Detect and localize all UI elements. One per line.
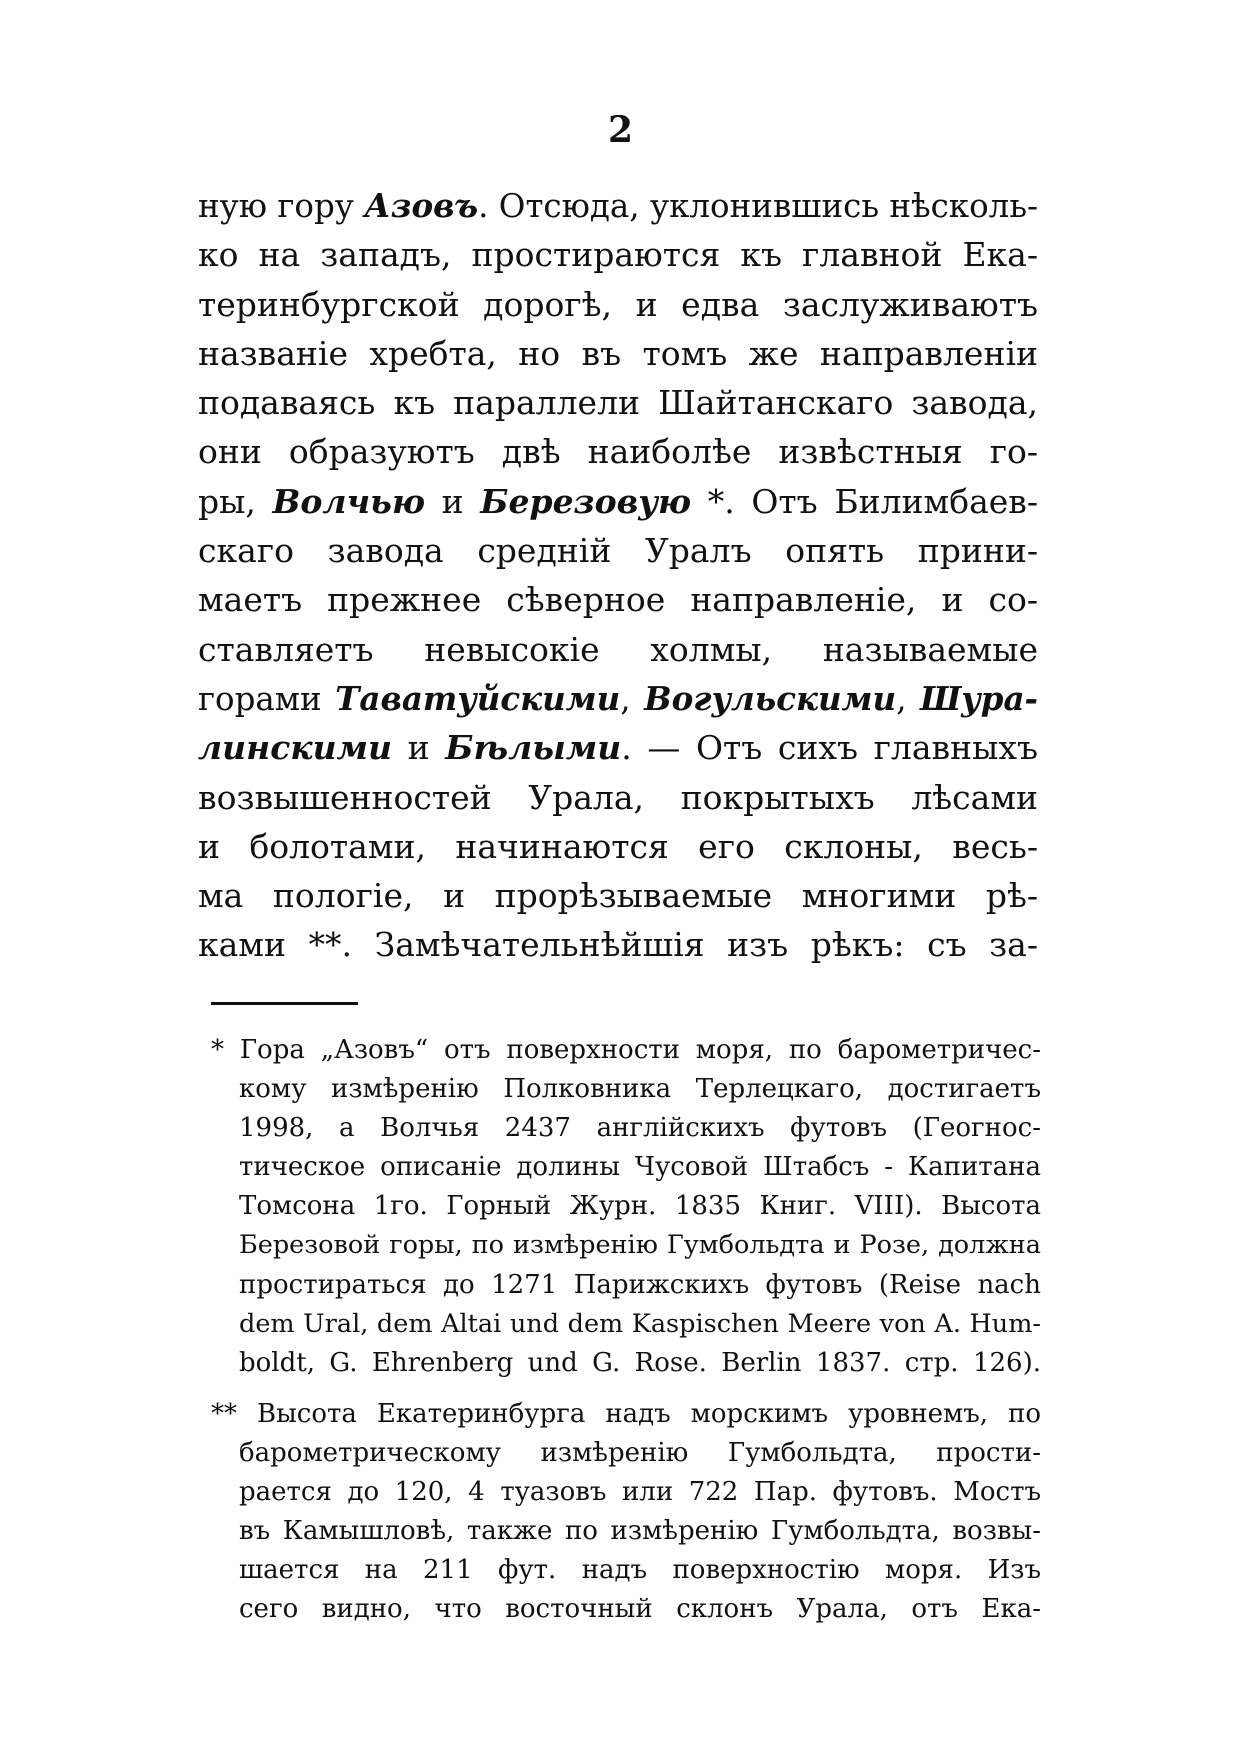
footnote-divider [211,1002,358,1005]
text-segment: . — Отъ сихъ главныхъ [621,728,1038,768]
text-segment: , [620,679,645,718]
text-segment: и [425,481,481,521]
footnote-line: dem Ural, dem Altai und dem Kaspischen Meere von A. Hum- [239,1308,1041,1339]
footnote-line: сего видно, что восточный склонъ Урала, отъ Ека- [239,1594,1041,1625]
footnote-line: тическое описаніе долины Чусовой Штабсъ - Капитана [239,1152,1041,1183]
main-text [198,181,1038,970]
text-line [198,477,1038,526]
text-segment: , [896,679,921,718]
footnotes [211,1031,1041,1641]
text-segment: *. Отъ Билимбаев- [691,481,1038,521]
text-segment: ставляетъ невысокіе холмы, называемые [198,629,1038,669]
text-segment: ко на западъ, простираются къ главной Ека- [198,235,1038,275]
text-segment: горами [198,679,336,718]
footnote [211,1395,1041,1630]
italic-term: Бѣлыми [445,728,622,768]
text-line [198,871,1038,920]
text-segment: . Отсюда, уклонившись нѣсколь- [478,187,1039,225]
text-line [198,575,1038,624]
text-segment: и болотами, начинаются его склоны, весь- [198,826,1038,866]
text-line [198,723,1038,772]
text-line [198,773,1038,822]
footnote-line: * Гора „Азовъ“ отъ поверхности моря, по барометричес- [211,1035,1041,1065]
italic-term: Таватуйскими [335,678,621,718]
footnote-line: барометрическому измѣренію Гумбольдта, прости- [239,1437,1041,1468]
text-segment: ры, [198,481,273,521]
footnote-line: boldt, G. Ehrenberg und G. Rose. Berlin 1837. стр. 126). [239,1347,1041,1378]
italic-term: Волчью [272,481,425,521]
text-line [198,378,1038,427]
page-number: 2 [607,109,634,151]
text-line [198,230,1038,279]
text-segment: они образуютъ двѣ наиболѣе извѣстныя го- [198,432,1038,472]
footnote-line: кому измѣренію Полковника Терлецкаго, достигаетъ [239,1074,1041,1105]
text-segment: ма пологіе, и прорѣзываемые многими рѣ- [198,876,1038,916]
text-line [198,674,1038,723]
text-line [198,280,1038,329]
text-segment: теринбургской дорогѣ, и едва заслуживаютъ [198,284,1038,324]
text-line [198,427,1038,476]
footnote-line: рается до 120, 4 туазовъ или 722 Пар. футовъ. Мостъ [239,1477,1041,1508]
text-segment: возвышенностей Урала, покрытыхъ лѣсами [198,777,1038,817]
footnote-line: Томсона 1го. Горный Журн. 1835 Книг. VIII). Высота [239,1191,1041,1222]
footnote-line: простираться до 1271 Парижскихъ футовъ (Reise nach [239,1269,1041,1300]
text-line [198,625,1038,674]
italic-term: линскими [198,728,392,768]
italic-term: Азовъ [364,186,479,225]
text-segment: подаваясь къ параллели Шайтанскаго завода, [198,383,1038,423]
text-segment: маетъ прежнее сѣверное направленіе, и со- [198,580,1038,620]
footnote-line: ** Высота Екатеринбурга надъ морскимъ уровнемъ, по [211,1398,1041,1429]
text-line [198,526,1038,575]
text-segment: названіе хребта, но въ томъ же направленіи [198,333,1038,373]
italic-term: Шура- [920,678,1038,718]
italic-term: Вогульскими [644,678,897,718]
footnote-line: Березовой горы, по измѣренію Гумбольдта и Розе, должна [239,1230,1041,1261]
footnote-line: 1998, а Волчья 2437 англійскихъ футовъ (Геогнос- [239,1113,1041,1144]
text-segment: ками **. Замѣчательнѣйшія изъ рѣкъ: съ за- [198,925,1038,965]
text-segment: и [392,728,446,768]
footnote-line: шается на 211 фут. надъ поверхностію моря. Изъ [239,1555,1041,1586]
text-line [198,822,1038,871]
text-segment: скаго завода средній Уралъ опять прини- [198,531,1038,571]
text-line [198,920,1038,969]
text-line [198,329,1038,378]
text-line [198,181,1038,230]
italic-term: Березовую [480,481,692,521]
footnote-line: въ Камышловѣ, также по измѣренію Гумбольдта, возвы- [239,1516,1041,1547]
footnote [211,1031,1041,1383]
text-segment: ную гору [198,187,365,225]
